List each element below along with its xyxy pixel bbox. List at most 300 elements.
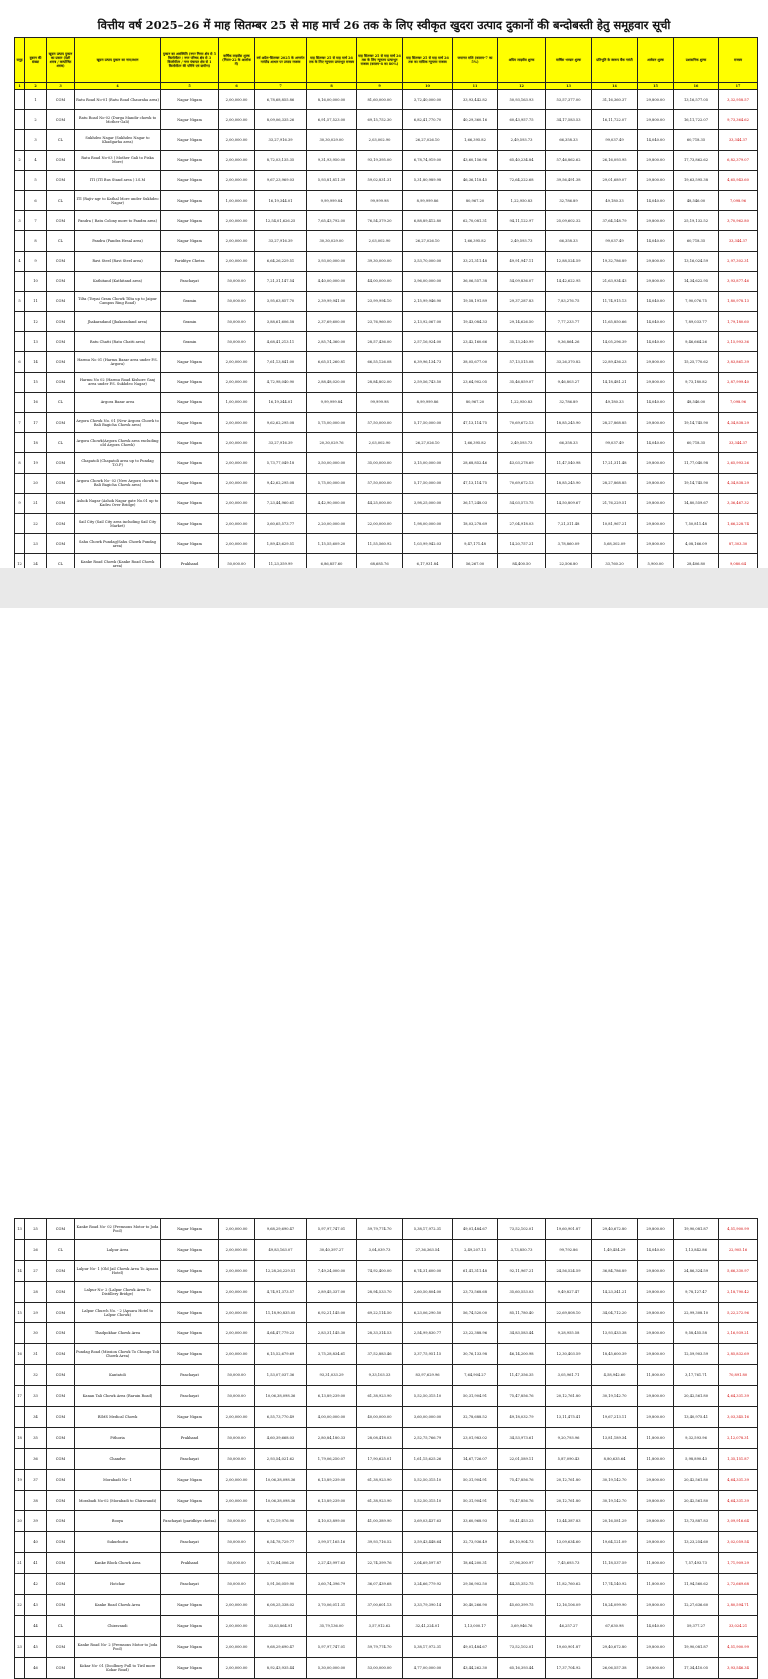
cell-c6: 2,00,000.00 <box>219 1302 255 1323</box>
cell-c14: 34,04,712.20 <box>592 1302 638 1323</box>
column-header: दुकान की संख्या <box>25 38 47 83</box>
cell-c6: 50,000.00 <box>219 1448 255 1469</box>
cell-c15: 29,800.00 <box>638 1260 674 1281</box>
cell-g <box>15 534 25 554</box>
cell-c8: 3,70,06,011.31 <box>307 1595 357 1616</box>
cell-n: 3 <box>25 130 47 150</box>
cell-g <box>15 312 25 332</box>
table-row <box>15 211 758 231</box>
cell-c9: 9,33,103.33 <box>357 1365 403 1386</box>
cell-c13: 14,42,622.95 <box>546 271 592 291</box>
cell-c6: 50,000.00 <box>219 1386 255 1407</box>
cell-n: 43 <box>25 1595 47 1616</box>
cell-c11: 23,64,902.05 <box>453 372 498 392</box>
cell-c14: 16,11,722.07 <box>592 110 638 130</box>
cell-c8: 2,89,45,337.00 <box>307 1281 357 1302</box>
cell-c16: 60,718.35 <box>674 433 719 453</box>
cell-c16: 11,77,040.98 <box>674 453 719 473</box>
cell-t: CL <box>47 392 75 412</box>
cell-c9: 2,03,002.90 <box>357 231 403 251</box>
cell-n: 31 <box>25 1344 47 1365</box>
cell-c16: 7,90,076.75 <box>674 291 719 311</box>
cell-g: 16 <box>15 1344 25 1365</box>
cell-c7: 3,95,63,857.70 <box>255 291 307 311</box>
cell-n: 14 <box>25 352 47 372</box>
cell-g <box>15 473 25 493</box>
cell-n: 28 <box>25 1281 47 1302</box>
cell-loc: Gramin <box>161 312 219 332</box>
cell-c8: 3,75,28,834.61 <box>307 1344 357 1365</box>
cell-c9: 57,50,000.00 <box>357 473 403 493</box>
cell-c14: 49,180.33 <box>592 392 638 412</box>
cell-c6: 2,00,000.00 <box>219 1469 255 1490</box>
cell-c17: 6,82,379.07 <box>719 150 758 170</box>
column-header: खुदरा उत्पाद दुकान का प्रकार (देशी शराब / कम्पोजिट शराब) <box>47 38 75 83</box>
cell-c6: 2,00,000.00 <box>219 211 255 231</box>
cell-g <box>15 332 25 352</box>
cell-c7: 9,68,29,690.47 <box>255 1636 307 1657</box>
cell-c8: 3,93,00,000.00 <box>307 251 357 271</box>
cell-c13: 12,16,106.09 <box>546 1595 592 1616</box>
column-number: 15 <box>638 83 674 90</box>
cell-c6: 50,000.00 <box>219 1574 255 1595</box>
cell-c12: 70,69,672.13 <box>498 413 546 433</box>
cell-name: Pandra (Pandra Hesal area) <box>75 231 161 251</box>
cell-c14: 18,45,600.39 <box>592 1344 638 1365</box>
cell-n: 9 <box>25 251 47 271</box>
cell-loc: Panchayat <box>161 1365 219 1386</box>
cell-name: Thadpokhar Chowk Area <box>75 1323 161 1344</box>
table-row <box>15 1448 758 1469</box>
cell-c16: 17,34,410.05 <box>674 1657 719 1678</box>
cell-c7: 4,60,39,668.03 <box>255 1427 307 1448</box>
cell-c6: 2,00,000.00 <box>219 453 255 473</box>
cell-c13: 19,60,901.87 <box>546 1636 592 1657</box>
cell-c14: 31,16,360.37 <box>592 90 638 110</box>
table-row <box>15 170 758 190</box>
cell-c8: 9,99,999.84 <box>307 190 357 210</box>
cell-c7: 33,27,916.39 <box>255 433 307 453</box>
cell-c11: 56,74,520.00 <box>453 1302 498 1323</box>
cell-c16: 59,377.27 <box>674 1615 719 1636</box>
cell-c14: 28,27,868.85 <box>592 413 638 433</box>
cell-c16: 9,46,664.26 <box>674 332 719 352</box>
cell-c17: 5,66,330.97 <box>719 1260 758 1281</box>
cell-t: COM <box>47 1574 75 1595</box>
cell-c11: 80,967.20 <box>453 190 498 210</box>
cell-c14: 30,19,142.70 <box>592 1386 638 1407</box>
table-row <box>15 1219 758 1240</box>
cell-c12: 1,22,950.83 <box>498 392 546 412</box>
cell-c12: 60,43,957.75 <box>498 110 546 130</box>
cell-c9: 99,999.98 <box>357 190 403 210</box>
cell-g: 6 <box>15 352 25 372</box>
cell-c12: 72,64,222.68 <box>498 170 546 190</box>
cell-c11: 23,01,983.02 <box>453 1427 498 1448</box>
cell-c11: 43,60,156.96 <box>453 150 498 170</box>
cell-c13: 13,11,475.41 <box>546 1407 592 1428</box>
cell-g: 17 <box>15 1386 25 1407</box>
cell-c9: 28,84,802.00 <box>357 372 403 392</box>
cell-c12: 54,09,836.07 <box>498 271 546 291</box>
cell-c10: 3,98,25,000.00 <box>403 493 453 513</box>
cell-g <box>15 130 25 150</box>
cell-c13: 22,69,808.10 <box>546 1302 592 1323</box>
cell-c17: 4,65,943.60 <box>719 170 758 190</box>
cell-c12: 43,03,278.69 <box>498 453 546 473</box>
cell-loc: Nagar Nigam <box>161 1657 219 1678</box>
column-header: माह सितम्बर 25 से माह मार्च 26 तक का मासिक न्यूनतम राजस्व <box>403 38 453 83</box>
cell-c7: 6,55,73,770.49 <box>255 1407 307 1428</box>
cell-c17: 2,15,993.36 <box>719 332 758 352</box>
cell-c10: 4,77,00,000.00 <box>403 1657 453 1678</box>
column-number: 10 <box>403 83 453 90</box>
table-row <box>15 271 758 291</box>
cell-c13: 17,37,704.92 <box>546 1657 592 1678</box>
cell-g <box>15 1448 25 1469</box>
cell-t: COM <box>47 271 75 291</box>
cell-c8: 1,15,55,609.20 <box>307 534 357 554</box>
cell-n: 37 <box>25 1469 47 1490</box>
cell-c6: 50,000.00 <box>219 1365 255 1386</box>
cell-t: COM <box>47 1344 75 1365</box>
table-row <box>15 251 758 271</box>
cell-n: 46 <box>25 1657 47 1678</box>
cell-name: Kanke Road No- 2 (Premsons Motor to Joda Pool) <box>75 1636 161 1657</box>
cell-c14: 26,06,557.38 <box>592 1657 638 1678</box>
cell-n: 1 <box>25 90 47 110</box>
cell-loc: Prakhand <box>161 554 219 574</box>
cell-c14: 14,18,481.21 <box>592 372 638 392</box>
cell-c14: 14,23,341.21 <box>592 1281 638 1302</box>
cell-c6: 2,00,000.00 <box>219 534 255 554</box>
cell-name: Lalpur Area <box>75 1239 161 1260</box>
cell-c10: 26,27,026.10 <box>403 130 453 150</box>
cell-c14: 10,81,967.21 <box>592 513 638 533</box>
cell-t: COM <box>47 1260 75 1281</box>
cell-loc: Nagar Nigam <box>161 413 219 433</box>
cell-c16: 19,90,081.87 <box>674 1636 719 1657</box>
cell-c17: 2,97,302.31 <box>719 251 758 271</box>
cell-n: 19 <box>25 453 47 473</box>
cell-c12: 2,49,593.73 <box>498 231 546 251</box>
cell-loc: Panchayat <box>161 1448 219 1469</box>
cell-name: Sukhdeo Nagar (Sukhdeo Nagar to Khadgarha area) <box>75 130 161 150</box>
cell-c14: 13,93,433.38 <box>592 1323 638 1344</box>
cell-t: COM <box>47 1448 75 1469</box>
cell-c17: 7,098.96 <box>719 392 758 412</box>
cell-c17: 4,34,838.29 <box>719 473 758 493</box>
cell-c9: 57,50,000.00 <box>357 413 403 433</box>
table-row <box>15 473 758 493</box>
cell-c11: 19,58,191.89 <box>453 291 498 311</box>
cell-g <box>15 1407 25 1428</box>
cell-t: COM <box>47 413 75 433</box>
cell-c11: 56,267.00 <box>453 554 498 574</box>
cell-c11: 43,44,262.30 <box>453 1657 498 1678</box>
cell-c13: 9,28,955.58 <box>546 1323 592 1344</box>
cell-n: 5 <box>25 170 47 190</box>
column-number: 6 <box>219 83 255 90</box>
cell-c8: 2,37,69,600.00 <box>307 312 357 332</box>
cell-t: COM <box>47 352 75 372</box>
cell-c12: 46,14,200.98 <box>498 1344 546 1365</box>
cell-c13: 7,45,693.73 <box>546 1553 592 1574</box>
cell-g <box>15 1323 25 1344</box>
cell-c16: 20,42,561.80 <box>674 1386 719 1407</box>
cell-c8: 6,65,51,260.81 <box>307 352 357 372</box>
cell-c11: 32,78,688.52 <box>453 1407 498 1428</box>
cell-c12: 73,52,102.01 <box>498 1636 546 1657</box>
cell-loc: Nagar Nigam <box>161 1615 219 1636</box>
cell-c10: 2,13,92,067.00 <box>403 312 453 332</box>
cell-c13: 18,85,245.90 <box>546 413 592 433</box>
cell-c10: 26,27,026.10 <box>403 231 453 251</box>
cell-c11: 29,56,902.50 <box>453 1574 498 1595</box>
cell-g: 14 <box>15 1260 25 1281</box>
table-row <box>15 130 758 150</box>
cell-c6: 50,000.00 <box>219 291 255 311</box>
cell-t: COM <box>47 251 75 271</box>
cell-c10: 6,88,89,412.80 <box>403 211 453 231</box>
cell-c7: 9,62,62,295.08 <box>255 413 307 433</box>
cell-n: 10 <box>25 271 47 291</box>
cell-loc: Nagar Nigam <box>161 1302 219 1323</box>
cell-n: 21 <box>25 493 47 513</box>
cell-c16: 13,23,254.60 <box>674 1532 719 1553</box>
cell-c13: 24,56,524.59 <box>546 1260 592 1281</box>
cell-c12: 27,96,300.97 <box>498 1553 546 1574</box>
cell-t: COM <box>47 1386 75 1407</box>
cell-c16: 11,94,560.62 <box>674 1574 719 1595</box>
page-2 <box>0 608 768 1672</box>
cell-c10: 6,39,96,134.73 <box>403 352 453 372</box>
cell-c7: 8,92,43,935.44 <box>255 1657 307 1678</box>
cell-c7: 5,73,77,049.18 <box>255 453 307 473</box>
cell-c7: 3,88,61,606.58 <box>255 312 307 332</box>
cell-n: 4 <box>25 150 47 170</box>
cell-c8: 30,30,029.00 <box>307 231 357 251</box>
cell-c13: 3,78,860.09 <box>546 534 592 554</box>
cell-c15: 14,040.00 <box>638 392 674 412</box>
cell-c15: 29,800.00 <box>638 1219 674 1240</box>
cell-c14: 21,63,934.43 <box>592 271 638 291</box>
cell-c10: 5,52,50,315.10 <box>403 1490 453 1511</box>
cell-c9: 28,08,418.03 <box>357 1427 403 1448</box>
cell-c10: 2,60,50,804.00 <box>403 1281 453 1302</box>
table-row <box>15 312 758 332</box>
cell-c12: 50,93,163.93 <box>498 90 546 110</box>
cell-g: 5 <box>15 291 25 311</box>
cell-g <box>15 1532 25 1553</box>
cell-c9: 36,07,439.68 <box>357 1574 403 1595</box>
cell-c17: 1,66,228.74 <box>719 513 758 533</box>
cell-c8: 3,50,00,000.00 <box>307 453 357 473</box>
cell-c13: 7,77,233.77 <box>546 312 592 332</box>
table-row <box>15 534 758 554</box>
table-row <box>15 352 758 372</box>
cell-c11: 36,17,248.03 <box>453 493 498 513</box>
cell-g <box>15 190 25 210</box>
cell-t: COM <box>47 170 75 190</box>
cell-c6: 2,00,000.00 <box>219 352 255 372</box>
cell-c8: 30,40,397.27 <box>307 1239 357 1260</box>
cell-c16: 13,40,975.41 <box>674 1407 719 1428</box>
cell-c13: 20,12,761.80 <box>546 1490 592 1511</box>
cell-c14: 8,80,635.64 <box>592 1448 638 1469</box>
cell-c13: 66,358.33 <box>546 231 592 251</box>
cell-c9: 41,00,389.90 <box>357 1511 403 1532</box>
cell-c7: 2,93,54,021.62 <box>255 1448 307 1469</box>
cell-name: Ashok Nagar (Ashok Nagar gate No.01 up to Kadru Over Bridge) <box>75 493 161 513</box>
cell-t: COM <box>47 513 75 533</box>
cell-n: 13 <box>25 332 47 352</box>
cell-c8: 6,13,89,239.00 <box>307 1469 357 1490</box>
cell-c14: 30,19,142.70 <box>592 1469 638 1490</box>
cell-c7: 4,64,47,779.23 <box>255 1323 307 1344</box>
cell-c12: 75,47,856.76 <box>498 1386 546 1407</box>
page-1 <box>0 0 768 568</box>
cell-c9: 93,19,395.00 <box>357 150 403 170</box>
cell-c6: 50,000.00 <box>219 332 255 352</box>
cell-c17: 1,80,978.13 <box>719 291 758 311</box>
cell-c9: 23,99,994.10 <box>357 291 403 311</box>
cell-c15: 29,800.00 <box>638 170 674 190</box>
cell-c9: 2,03,002.90 <box>357 433 403 453</box>
cell-c6: 2,00,000.00 <box>219 413 255 433</box>
cell-loc: Nagar Nigam <box>161 513 219 533</box>
cell-c17: 4,64,331.39 <box>719 1469 758 1490</box>
cell-n: 15 <box>25 372 47 392</box>
cell-g: 4 <box>15 251 25 271</box>
column-number: 7 <box>255 83 307 90</box>
cell-g: 18 <box>15 1427 25 1448</box>
cell-c8: 4,42,90,000.00 <box>307 493 357 513</box>
cell-c17: 1,35,151.87 <box>719 1448 758 1469</box>
cell-c7: 8,09,06,335.26 <box>255 110 307 130</box>
cell-c10: 3,53,70,000.00 <box>403 251 453 271</box>
cell-g <box>15 433 25 453</box>
cell-c15: 29,800.00 <box>638 473 674 493</box>
cell-c7: 3,60,65,573.77 <box>255 513 307 533</box>
cell-c10: 3,96,00,000.00 <box>403 271 453 291</box>
cell-n: 35 <box>25 1427 47 1448</box>
cell-t: COM <box>47 1553 75 1574</box>
cell-loc: Nagar Nigam <box>161 231 219 251</box>
cell-c7: 12,54,01,626.25 <box>255 211 307 231</box>
table-row <box>15 1574 758 1595</box>
cell-t: COM <box>47 211 75 231</box>
cell-c9: 59,02,831.31 <box>357 170 403 190</box>
cell-c15: 29,800.00 <box>638 513 674 533</box>
cell-c15: 11,800.00 <box>638 1553 674 1574</box>
cell-c12: 11,47,356.35 <box>498 1365 546 1386</box>
cell-t: COM <box>47 1427 75 1448</box>
cell-c14: 17,21,311.48 <box>592 453 638 473</box>
cell-c16: 60,718.35 <box>674 231 719 251</box>
cell-c10: 5,38,17,972.31 <box>403 1636 453 1657</box>
cell-c12: 65,40,234.84 <box>498 150 546 170</box>
cell-c12: 50,41,453.23 <box>498 1511 546 1532</box>
cell-c17: 3,32,958.57 <box>719 90 758 110</box>
cell-c14: 21,76,229.51 <box>592 493 638 513</box>
cell-c10: 2,57,16,924.00 <box>403 332 453 352</box>
cell-c15: 14,040.00 <box>638 433 674 453</box>
cell-c9: 44,25,000.00 <box>357 493 403 513</box>
cell-c17: 4,64,331.39 <box>719 1490 758 1511</box>
cell-t: CL <box>47 130 75 150</box>
cell-c10: 1,98,00,000.00 <box>403 513 453 533</box>
cell-c7: 4,68,41,213.11 <box>255 332 307 352</box>
cell-c6: 2,00,000.00 <box>219 1281 255 1302</box>
cell-c7: 5,91,56,059.90 <box>255 1574 307 1595</box>
cell-loc: Prakhand <box>161 1553 219 1574</box>
cell-loc: Gramin <box>161 332 219 352</box>
cell-c15: 14,040.00 <box>638 312 674 332</box>
cell-c6: 50,000.00 <box>219 1427 255 1448</box>
cell-g <box>15 231 25 251</box>
cell-c17: 33,344.37 <box>719 231 758 251</box>
cell-c8: 5,75,00,000.00 <box>307 473 357 493</box>
cell-g <box>15 513 25 533</box>
cell-c7: 7,23,44,960.61 <box>255 493 307 513</box>
cell-c6: 50,000.00 <box>219 554 255 574</box>
cell-loc: Nagar Nigam <box>161 1595 219 1616</box>
cell-n: 30 <box>25 1323 47 1344</box>
cell-c6: 2,00,000.00 <box>219 1323 255 1344</box>
cell-n: 8 <box>25 231 47 251</box>
cell-c9: 37,00,601.13 <box>357 1595 403 1616</box>
column-number-row <box>15 83 758 90</box>
cell-c13: 33,26,370.82 <box>546 352 592 372</box>
cell-name: Lalpur Church No. - 2 (Apsara Hotel to Lalpur Chowk) <box>75 1302 161 1323</box>
table-row <box>15 1469 758 1490</box>
cell-c12: 29,14,626.50 <box>498 312 546 332</box>
cell-c11: 38,05,677.00 <box>453 352 498 372</box>
cell-c13: 32,786.89 <box>546 190 592 210</box>
cell-c8: 4,00,00,000.00 <box>307 1407 357 1428</box>
cell-loc: Nagar Nigam <box>161 372 219 392</box>
cell-c9: 37,52,883.46 <box>357 1344 403 1365</box>
column-number: 8 <box>307 83 357 90</box>
column-header: वार्षिक लाइसेंस शुल्क (नियम-22 के आलोक में) <box>219 38 255 83</box>
cell-c14: 28,27,868.85 <box>592 473 638 493</box>
table-row <box>15 90 758 110</box>
cell-t: CL <box>47 1239 75 1260</box>
cell-c10: 6,17,931.84 <box>403 554 453 574</box>
cell-loc: Nagar Nigam <box>161 1636 219 1657</box>
cell-g <box>15 271 25 291</box>
cell-loc: Nagar Nigam <box>161 534 219 554</box>
cell-c7: 33,27,916.39 <box>255 130 307 150</box>
cell-name: Morabadi No- 1 <box>75 1469 161 1490</box>
cell-c11: 80,967.20 <box>453 392 498 412</box>
cell-c17: 70,891.80 <box>719 1365 758 1386</box>
cell-c15: 5,900.00 <box>638 554 674 574</box>
cell-c10: 6,78,74,919.00 <box>403 150 453 170</box>
cell-c16: 22,99,308.10 <box>674 1302 719 1323</box>
cell-c15: 14,040.00 <box>638 332 674 352</box>
cell-c10: 3,24,66,779.92 <box>403 1574 453 1595</box>
cell-c8: 2,83,31,145.30 <box>307 1323 357 1344</box>
cell-c9: 53,00,000.00 <box>357 1657 403 1678</box>
column-header: समूह <box>15 38 25 83</box>
cell-loc: Nagar Nigam <box>161 1219 219 1240</box>
cell-c13: 25,09,602.32 <box>546 211 592 231</box>
cell-t: COM <box>47 150 75 170</box>
cell-c9: 61,38,923.90 <box>357 1490 403 1511</box>
cell-c12: 27,04,918.03 <box>498 513 546 533</box>
